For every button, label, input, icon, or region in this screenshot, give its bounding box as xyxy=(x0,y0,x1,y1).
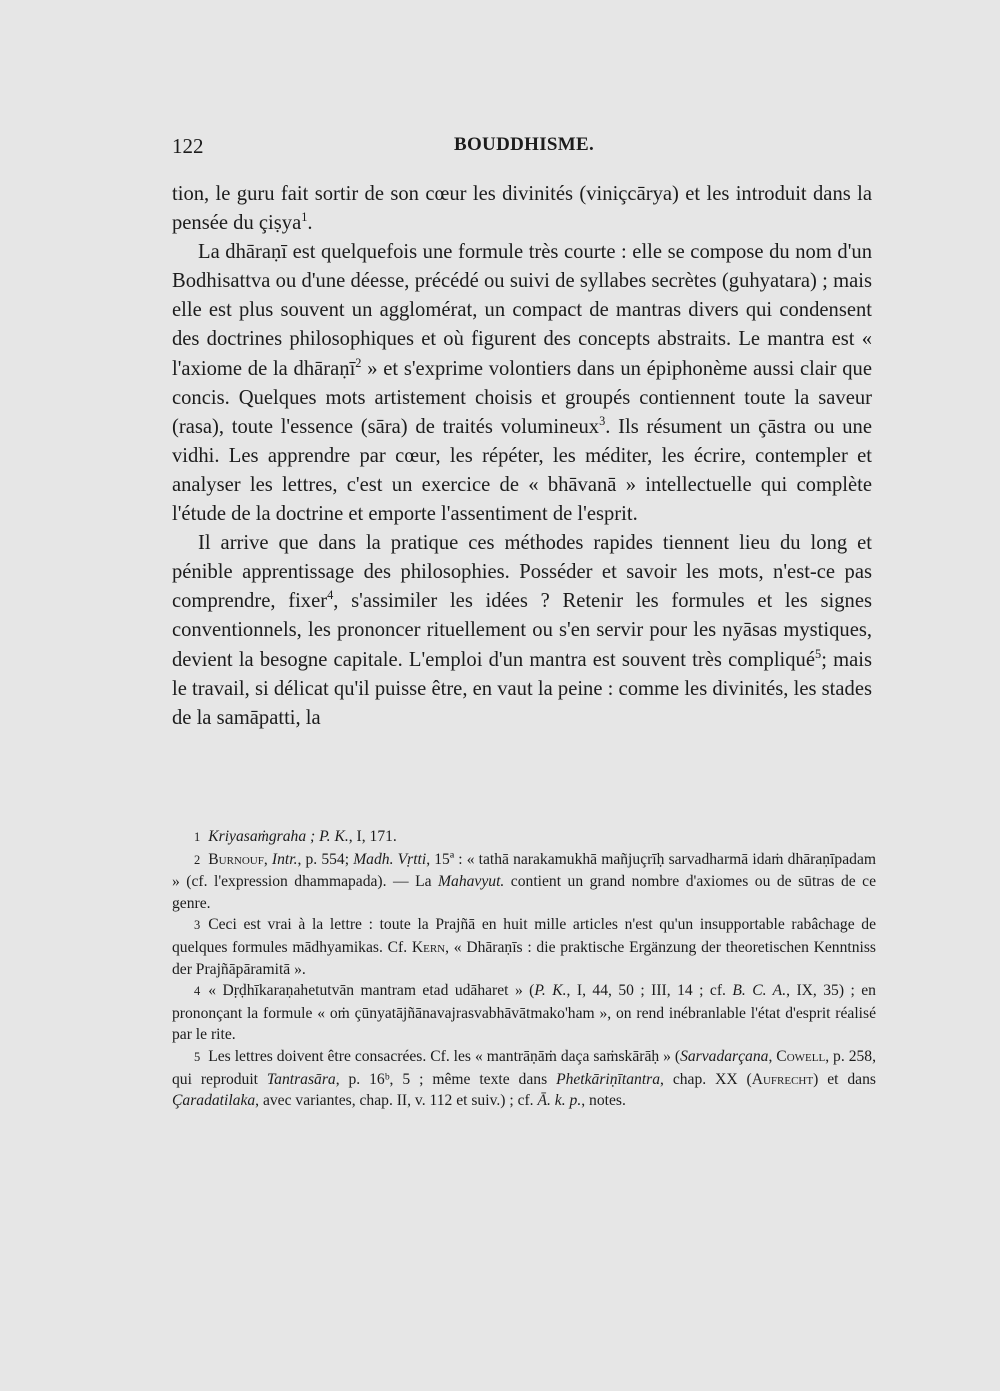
footnote-ref-1: 1 xyxy=(301,210,308,225)
paragraph-2: La dhāraṇī est quelquefois une formule très courte : elle se compose du nom d'un Bodhisattva ou d'une déesse, précédé ou suivi de syllabes secrètes (guhyatara) ; mais elle est plus souvent un agglomérat, un compact de mantras divers qui condensent des doctrines philosophiques et où figurent des concepts abstraits. Le mantra est « l'axiome de la dhāraṇī$^2$ » et s'exprime volontiers dans un épiphonème aussi clair que concis. Quelques mots artistement choisis et groupés contiennent toute la saveur (rasa), toute l'essence (sāra) de traités volumineux$^3$. Ils résument un çāstra ou une vidhi. Les apprendre par cœur, les répéter, les méditer, les écrire, contempler et analyser les lettres, c'est un exercice de « bhāvanā » intellectuelle qui complète l'étude de la doctrine et emporte l'assentiment de l'esprit. xyxy=(172,241,872,526)
footnotes xyxy=(172,826,876,1112)
body-text xyxy=(172,180,872,733)
page-number: 122 xyxy=(172,134,204,158)
running-head: BOUDDHISME. xyxy=(454,134,595,155)
footnote-2: 2 Burnouf, Intr., p. 554; Madh. Vṛtti, 15ª : « tathā narakamukhā mañjuçrīḥ sarvadharmā idaṁ dhāraṇīpadam » (cf. l'expression dhammapada). — La Mahavyut. contient un grand nombre d'axiomes ou de sūtras de ce genre. xyxy=(172,850,876,912)
footnote-ref-3: 3 xyxy=(599,413,606,428)
footnote-3: 3 Ceci est vrai à la lettre : toute la Prajñā en huit mille articles n'est qu'un insupportable rabâchage de quelques formules mādhyamikas. Cf. Kern, « Dhāraṇīs : die praktische Ergänzung der theoretischen Kenntniss der Prajñāpāramitā ». xyxy=(172,916,876,978)
footnote-5: 5 Les lettres doivent être consacrées. Cf. les « mantrāṇāṁ daça saṁskārāḥ » (Sarvadarçana, Cowell, p. 258, qui reproduit Tantrasāra, p. 16ᵇ, 5 ; même texte dans Phetkāriṇītantra, chap. XX (Aufrecht) et dans Çaradatilaka, avec variantes, chap. II, v. 112 et suiv.) ; cf. Ā. k. p., notes. xyxy=(172,1047,876,1110)
paragraph-3: Il arrive que dans la pratique ces méthodes rapides tiennent lieu du long et pénible apprentissage des philosophies. Posséder et savoir les mots, n'est-ce pas comprendre, fixer$^4$, s'assimiler les idées ? Retenir les formules et les signes conventionnels, les prononcer rituellement ou s'en servir pour les nyāsas mystiques, devient la besogne capitale. L'emploi d'un mantra est souvent très compliqué$^5$; mais le travail, si délicat qu'il puisse être, en vaut la peine : comme les divinités, les stades de la samāpatti, la xyxy=(172,532,873,729)
footnote-ref-2: 2 xyxy=(355,355,362,370)
footnote-4: 4 « Dṛḍhīkaraṇahetutvān mantram etad udāharet » (P. K., I, 44, 50 ; III, 14 ; cf. B. C. A., IX, 35) ; en prononçant la formule « oṁ çūnyatājñānavajrasvabhāvātmako'ham », on rend inébranlable l'état d'esprit réalisé par le rite. xyxy=(172,982,876,1044)
footnote-ref-5: 5 xyxy=(815,646,822,661)
page-header xyxy=(172,134,872,164)
paragraph-1: tion, le guru fait sortir de son cœur les divinités (viniçcārya) et les introduit dans la pensée du çiṣya$^1$. xyxy=(172,183,872,235)
footnote-1: 1 Kriyasaṁgraha ; P. K., I, 171. xyxy=(194,828,397,845)
footnote-ref-4: 4 xyxy=(327,588,334,603)
